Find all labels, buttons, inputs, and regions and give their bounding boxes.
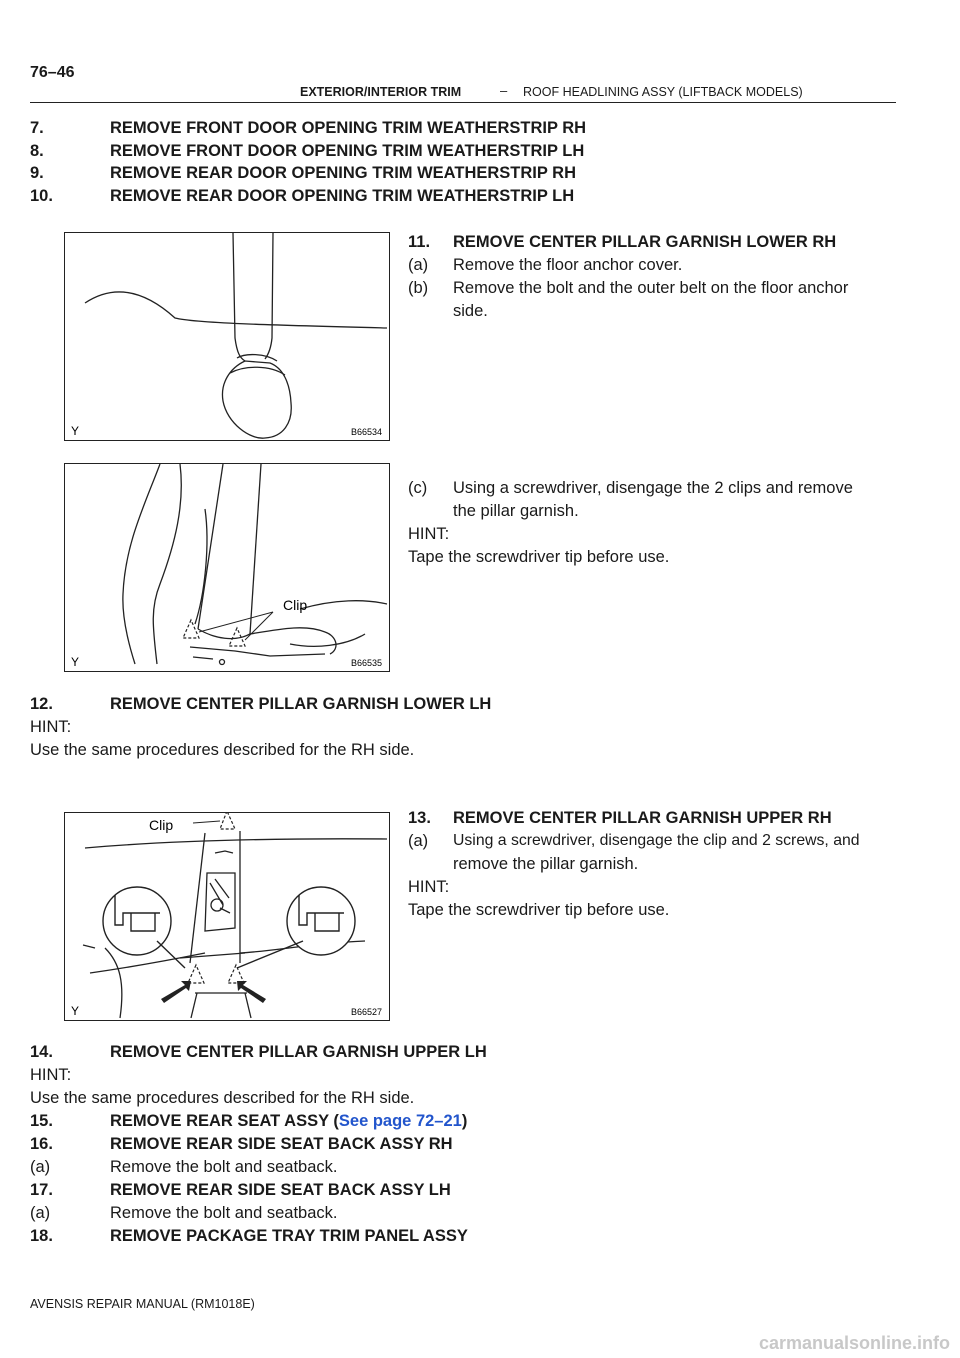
step-14-hint-text: Use the same procedures described for the RH side. <box>30 1089 415 1107</box>
step-17-title: 17. REMOVE REAR SIDE SEAT BACK ASSY LH <box>30 1181 451 1199</box>
step-13-title: 13. REMOVE CENTER PILLAR GARNISH UPPER RH <box>408 809 832 827</box>
step-12-title: 12. REMOVE CENTER PILLAR GARNISH LOWER LH <box>30 695 492 713</box>
step-11c-line1: (c) Using a screwdriver, disengage the 2 clips and remove <box>408 479 853 497</box>
step-13-hint-label: HINT: <box>408 878 450 896</box>
step-11b-line2: side. <box>453 302 488 320</box>
clip-callout: Clip <box>149 817 174 833</box>
figure-mark: Y <box>71 1004 80 1018</box>
page-number: 76–46 <box>30 64 75 81</box>
step-14-hint-label: HINT: <box>30 1066 72 1084</box>
step-11-hint-label: HINT: <box>408 525 450 543</box>
figure-pillar-garnish-upper <box>64 812 390 1021</box>
step-12-hint-text: Use the same procedures described for the RH side. <box>30 741 415 759</box>
figure-floor-anchor-cover <box>64 232 390 441</box>
figure-mark: Y <box>71 655 80 669</box>
figure-code: B66535 <box>351 658 383 668</box>
step-11-title: 11. REMOVE CENTER PILLAR GARNISH LOWER RH <box>408 233 837 251</box>
step-9: 9. REMOVE REAR DOOR OPENING TRIM WEATHERSTRIP RH <box>30 164 576 182</box>
figure-code: B66527 <box>351 1007 383 1017</box>
figure-mark: Y <box>71 424 80 438</box>
step-13a-line1: (a) Using a screwdriver, disengage the clip and 2 screws, and <box>408 832 860 850</box>
subsection-title: ROOF HEADLINING ASSY (LIFTBACK MODELS) <box>523 85 803 99</box>
page-header <box>30 82 896 103</box>
step-18-title: 18. REMOVE PACKAGE TRAY TRIM PANEL ASSY <box>30 1227 468 1245</box>
pillar-garnish-illustration <box>65 464 389 671</box>
header-dash: – <box>500 83 508 98</box>
step-16a: (a) Remove the bolt and seatback. <box>30 1158 338 1176</box>
page-footer: AVENSIS REPAIR MANUAL (RM1018E) <box>30 1297 255 1311</box>
step-16-title: 16. REMOVE REAR SIDE SEAT BACK ASSY RH <box>30 1135 453 1153</box>
step-13a-line2: remove the pillar garnish. <box>453 855 639 873</box>
step-11-hint-text: Tape the screwdriver tip before use. <box>408 548 670 566</box>
step-8: 8. REMOVE FRONT DOOR OPENING TRIM WEATHERSTRIP LH <box>30 142 585 160</box>
step-14-title: 14. REMOVE CENTER PILLAR GARNISH UPPER LH <box>30 1043 487 1061</box>
figure-code: B66534 <box>351 427 383 437</box>
step-17a: (a) Remove the bolt and seatback. <box>30 1204 338 1222</box>
step-11b-line1: (b) Remove the bolt and the outer belt on the floor anchor <box>408 279 849 297</box>
step-11a: (a) Remove the floor anchor cover. <box>408 256 683 274</box>
pillar-upper-illustration <box>65 813 389 1020</box>
step-10: 10. REMOVE REAR DOOR OPENING TRIM WEATHERSTRIP LH <box>30 187 575 205</box>
clip-callout: Clip <box>283 597 308 613</box>
step-12-hint-label: HINT: <box>30 718 72 736</box>
section-title: EXTERIOR/INTERIOR TRIM <box>300 85 462 99</box>
watermark: carmanualsonline.info <box>758 1333 950 1353</box>
figure-pillar-garnish-clips <box>64 463 390 672</box>
step-7: 7. REMOVE FRONT DOOR OPENING TRIM WEATHERSTRIP RH <box>30 119 587 137</box>
floor-anchor-illustration <box>65 233 389 440</box>
see-page-link[interactable]: See page 72–21 <box>338 1112 462 1130</box>
step-15-title: 15. REMOVE REAR SEAT ASSY (See page 72–21) <box>30 1112 468 1130</box>
step-11c-line2: the pillar garnish. <box>453 502 579 520</box>
step-13-hint-text: Tape the screwdriver tip before use. <box>408 901 670 919</box>
